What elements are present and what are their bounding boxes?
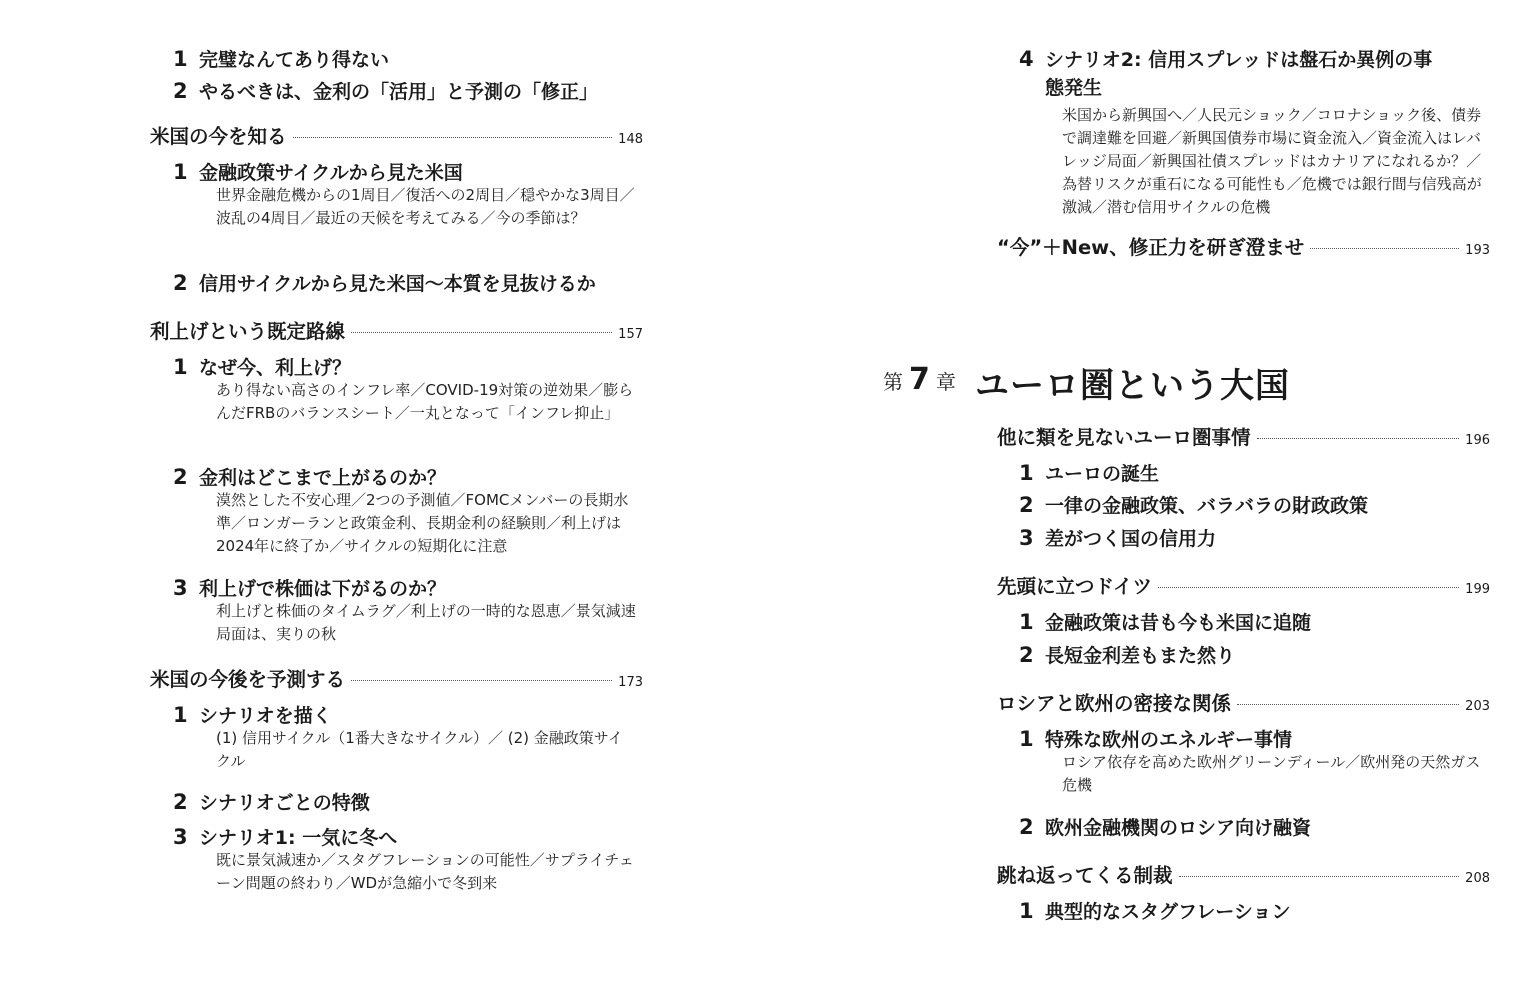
page-number: 193 bbox=[1465, 243, 1490, 258]
item-number: 1 bbox=[1019, 727, 1034, 751]
item-title-continued: 態発生 bbox=[1045, 77, 1103, 99]
item-title: シナリオ2: 信用スプレッドは盤石か異例の事 bbox=[1045, 49, 1433, 71]
toc-subitem bbox=[1019, 897, 1290, 924]
toc-subitem bbox=[1019, 45, 1432, 72]
chapter-suffix: 章 bbox=[935, 370, 956, 394]
item-title: 長短金利差もまた然り bbox=[1045, 645, 1236, 667]
section-title: 他に類を見ないユーロ圏事情 bbox=[997, 426, 1251, 449]
item-number: 2 bbox=[173, 271, 188, 295]
item-title: 金融政策サイクルから見た米国 bbox=[199, 162, 463, 184]
item-number: 3 bbox=[1019, 526, 1034, 550]
toc-subitem bbox=[173, 823, 397, 850]
toc-section bbox=[150, 316, 643, 344]
page-number: 173 bbox=[618, 675, 643, 690]
item-title: 特殊な欧州のエネルギー事情 bbox=[1045, 729, 1293, 751]
section-title: “今”＋New、修正力を研ぎ澄ませ bbox=[997, 236, 1305, 259]
item-description: 利上げと株価のタイムラグ／利上げの一時的な恩恵／景気減速局面は、実りの秋 bbox=[216, 602, 636, 643]
item-number: 2 bbox=[1019, 815, 1034, 839]
item-title: 利上げで株価は下がるのか？ bbox=[199, 578, 447, 600]
toc-section bbox=[150, 121, 643, 149]
chapter-label bbox=[883, 362, 956, 397]
item-title: シナリオを描く bbox=[199, 705, 332, 727]
toc-section bbox=[997, 422, 1490, 450]
page-number: 203 bbox=[1465, 699, 1490, 714]
chapter-number: 7 bbox=[909, 362, 930, 397]
item-number: 1 bbox=[173, 160, 188, 184]
item-number: 2 bbox=[173, 465, 188, 489]
section-title: 先頭に立つドイツ bbox=[997, 575, 1153, 598]
toc-subitem bbox=[173, 158, 463, 185]
section-title: 利上げという既定路線 bbox=[150, 320, 346, 343]
dot-leader bbox=[1237, 703, 1459, 705]
dot-leader bbox=[1158, 586, 1459, 588]
item-number: 1 bbox=[173, 47, 188, 71]
page-number: 157 bbox=[618, 327, 643, 342]
section-title: 米国の今後を予測する bbox=[150, 668, 346, 691]
page-number: 196 bbox=[1465, 433, 1490, 448]
item-title: シナリオごとの特徴 bbox=[199, 792, 370, 814]
item-description: (1) 信用サイクル（1番大きなサイクル）／ (2) 金融政策サイクル bbox=[216, 729, 623, 770]
dot-leader bbox=[1179, 875, 1460, 877]
page-number: 148 bbox=[618, 132, 643, 147]
item-description: あり得ない高さのインフレ率／COVID-19対策の逆効果／膨らんだFRBのバランスシート／一丸となって「インフレ抑止」 bbox=[216, 381, 634, 422]
item-title: シナリオ1: 一気に冬へ bbox=[199, 827, 398, 849]
item-number: 1 bbox=[1019, 610, 1034, 634]
chapter-prefix: 第 bbox=[883, 370, 903, 394]
item-description: ロシア依存を高めた欧州グリーンディール／欧州発の天然ガス危機 bbox=[1062, 753, 1481, 794]
dot-leader bbox=[1310, 247, 1459, 249]
chapter-heading bbox=[883, 362, 956, 397]
toc-section bbox=[997, 688, 1490, 716]
toc-section bbox=[997, 232, 1490, 260]
toc-subitem bbox=[1019, 641, 1235, 668]
item-title: 信用サイクルから見た米国〜本質を見抜けるか bbox=[199, 273, 596, 295]
page-number: 199 bbox=[1465, 582, 1490, 597]
item-number: 3 bbox=[173, 576, 188, 600]
item-number: 1 bbox=[1019, 461, 1034, 485]
item-title: なぜ今、利上げ？ bbox=[199, 357, 352, 379]
toc-subitem bbox=[173, 269, 596, 296]
toc-section bbox=[997, 860, 1490, 888]
item-title: 金融政策は昔も今も米国に追随 bbox=[1045, 612, 1312, 634]
dot-leader bbox=[351, 679, 612, 681]
item-number: 1 bbox=[1019, 899, 1034, 923]
item-title: 一律の金融政策、バラバラの財政政策 bbox=[1045, 495, 1369, 517]
item-number: 4 bbox=[1019, 47, 1034, 71]
item-description: 漠然とした不安心理／2つの予測値／FOMCメンバーの長期水準／ロンガーランと政策金利、長期金利の経験則／利上げは2024年に終了か／サイクルの短期化に注意 bbox=[216, 491, 629, 555]
toc-subitem bbox=[173, 463, 446, 490]
toc-subitem bbox=[1019, 491, 1368, 518]
toc-subitem bbox=[173, 574, 446, 601]
item-title: ユーロの誕生 bbox=[1045, 463, 1160, 485]
toc-subitem bbox=[1019, 459, 1159, 486]
item-description: 世界金融危機からの1周目／復活への2周目／穏やかな3周目／波乱の4周目／最近の天候を考えてみる／今の季節は？ bbox=[216, 186, 635, 227]
toc-subitem bbox=[1019, 813, 1311, 840]
item-description: 既に景気減速か／スタグフレーションの可能性／サプライチェーン問題の終わり／WDが急縮小で冬到来 bbox=[216, 851, 634, 892]
item-number: 2 bbox=[1019, 493, 1034, 517]
toc-section bbox=[150, 664, 643, 692]
dot-leader bbox=[293, 136, 613, 138]
item-number: 1 bbox=[173, 355, 188, 379]
item-number: 2 bbox=[1019, 643, 1034, 667]
section-title: ロシアと欧州の密接な関係 bbox=[997, 692, 1232, 715]
toc-subitem bbox=[173, 45, 389, 72]
item-number: 2 bbox=[173, 79, 188, 103]
toc-subitem bbox=[173, 701, 332, 728]
section-title: 米国の今を知る bbox=[150, 125, 287, 148]
toc-subitem bbox=[1019, 725, 1292, 752]
item-title: 完璧なんてあり得ない bbox=[199, 49, 390, 71]
item-title: 差がつく国の信用力 bbox=[1045, 528, 1217, 550]
toc-subitem bbox=[1019, 608, 1311, 635]
chapter-title: ユーロ圏という大国 bbox=[975, 366, 1290, 406]
item-description: 米国から新興国へ／人民元ショック／コロナショック後、債券で調達難を回避／新興国債券市場に資金流入／資金流入はレバレッジ局面／新興国社債スプレッドはカナリアになれるか？／為替リスクが重石になる可能性も／危機では銀行間与信残高が激減／潜む信用サイクルの危機 bbox=[1062, 106, 1482, 216]
dot-leader bbox=[351, 331, 612, 333]
item-title: 欧州金融機関のロシア向け融資 bbox=[1045, 817, 1312, 839]
toc-subitem bbox=[1019, 524, 1216, 551]
toc-section bbox=[997, 571, 1490, 599]
item-title: 金利はどこまで上がるのか？ bbox=[199, 467, 447, 489]
section-title: 跳ね返ってくる制裁 bbox=[997, 864, 1173, 887]
toc-subitem bbox=[173, 788, 370, 815]
toc-subitem bbox=[173, 77, 598, 104]
item-number: 2 bbox=[173, 790, 188, 814]
toc-subitem bbox=[173, 353, 351, 380]
dot-leader bbox=[1257, 437, 1460, 439]
page-number: 208 bbox=[1465, 871, 1490, 886]
item-number: 3 bbox=[173, 825, 188, 849]
item-title: 典型的なスタグフレーション bbox=[1045, 901, 1291, 923]
item-title: やるべきは、金利の「活用」と予測の「修正」 bbox=[199, 81, 599, 103]
item-number: 1 bbox=[173, 703, 188, 727]
